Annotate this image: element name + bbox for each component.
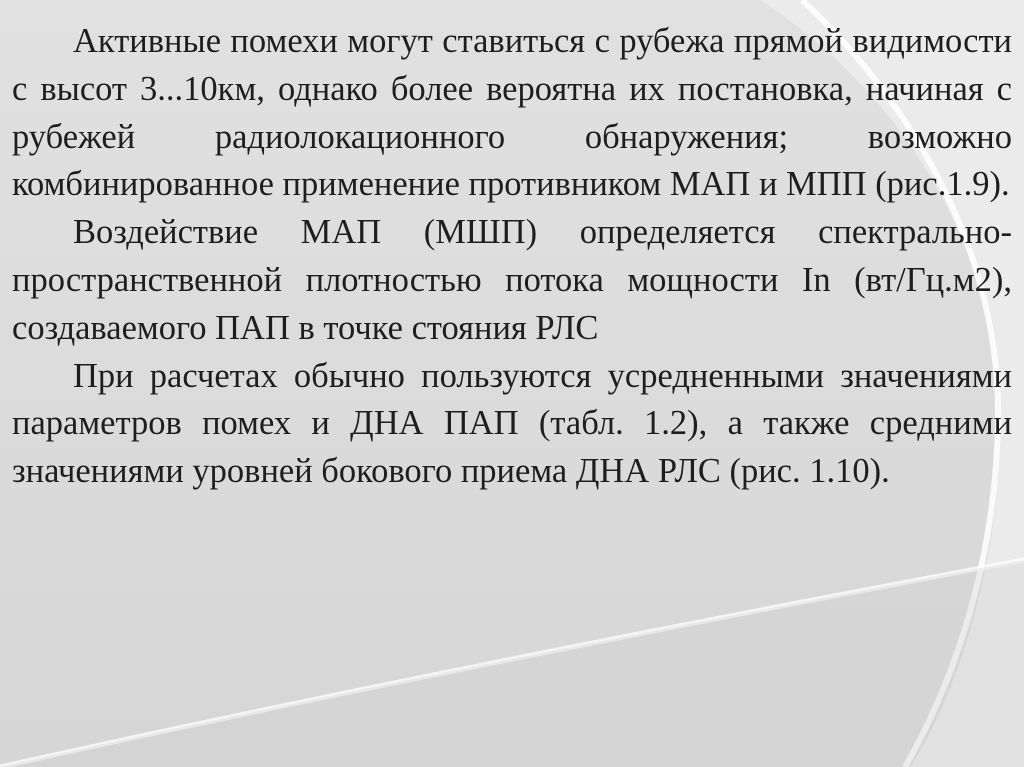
paragraph-active-jamming: Активные помехи могут ставиться с рубежа прямой видимости с высот 3...10км, однако более вероятна их постановка, начиная с рубежей радиолокационного обнаружения; возможно комбинированное применение противником МАП и МПП (рис.1.9).: [12, 22, 1012, 204]
paragraph-impact: Воздействие МАП (МШП) определяется спектрально-пространственной плотностью потока мощности In (вт/Гц.м2), создаваемого ПАП в точке стояния РЛС: [12, 213, 1012, 347]
slide-text-body: [12, 18, 1012, 496]
paragraph-calculations: При расчетах обычно пользуются усредненными значениями параметров помех и ДНА ПАП (табл. 1.2), а также средними значениями уровней бокового приема ДНА РЛС (рис. 1.10).: [12, 356, 1012, 491]
